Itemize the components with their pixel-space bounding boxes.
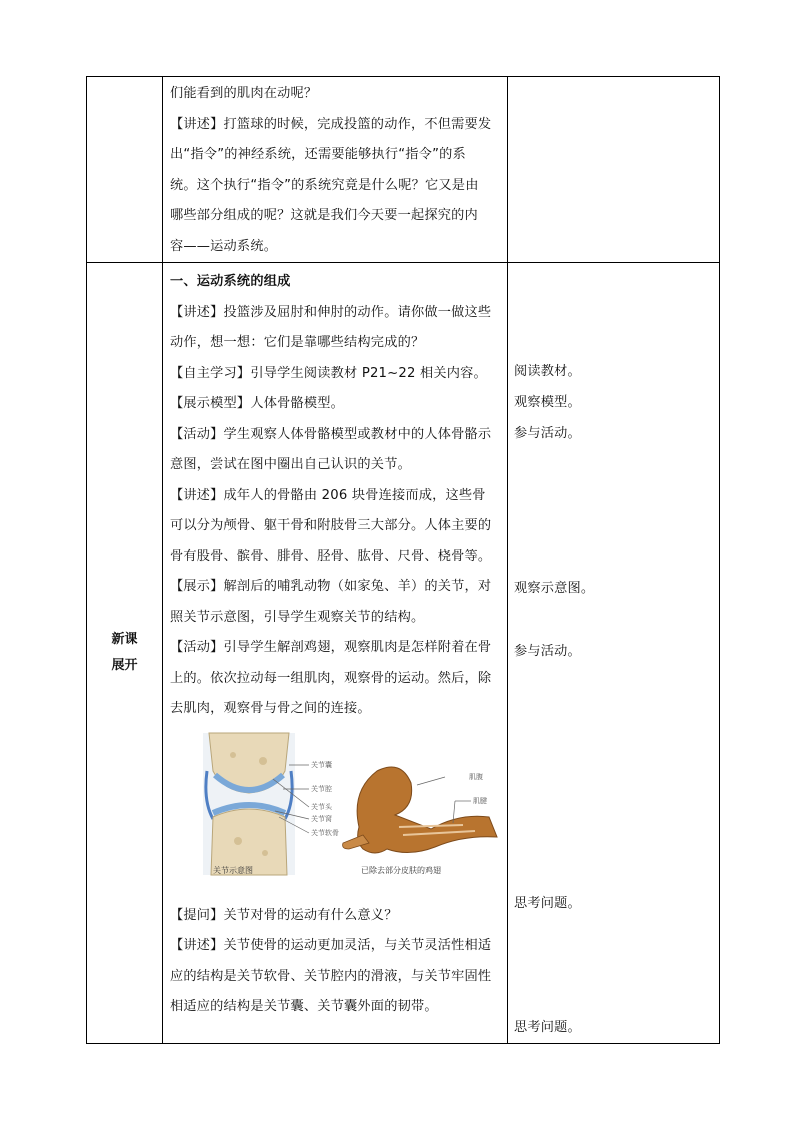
student-activity: 观察示意图。 (514, 581, 595, 596)
text-line: 【展示模型】人体骨骼模型。 (170, 396, 345, 411)
student-activity: 参与活动。 (514, 644, 581, 659)
intro-content (163, 77, 507, 262)
text-line: 【活动】引导学生解剖鸡翅，观察肌肉是怎样附着在骨 (170, 640, 492, 655)
text-line: 意图，尝试在图中圈出自己认识的关节。 (170, 457, 411, 472)
stage-label: 新课 (111, 632, 138, 647)
joint-label: 关节囊 (311, 760, 332, 769)
text-line: 【讲述】投篮涉及屈肘和伸肘的动作。请你做一做这些 (170, 304, 492, 320)
student-activity: 阅读教材。 (514, 364, 581, 379)
lesson-content (163, 263, 507, 1023)
table-row (87, 263, 720, 1044)
text-line: 【活动】学生观察人体骨骼模型或教材中的人体骨骼示 (170, 426, 492, 442)
text-line: 去肌肉，观察骨与骨之间的连接。 (170, 701, 371, 716)
text-line: 【自主学习】引导学生阅读教材 P21~22 相关内容。 (170, 365, 487, 381)
student-activity-cell (508, 77, 720, 263)
wing-label: 肌腱 (473, 796, 487, 805)
joint-label: 关节软骨 (311, 828, 339, 837)
text-line: 【提问】关节对骨的运动有什么意义？ (170, 907, 398, 923)
wing-label: 肌腹 (469, 772, 483, 781)
text-line: 【讲述】关节使骨的运动更加灵活，与关节灵活性相适 (170, 938, 492, 953)
text-line: 照关节示意图，引导学生观察关节的结构。 (170, 609, 425, 625)
stage-label-cell (87, 263, 163, 1044)
anatomy-figure (163, 731, 507, 901)
figure-caption: 关节示意图 (213, 865, 253, 875)
text-line: 哪些部分组成的呢？这就是我们今天要一起探究的内 (170, 208, 478, 223)
joint-label: 关节头 (311, 802, 332, 811)
joint-label: 关节窝 (311, 814, 332, 823)
stage-label: 展开 (111, 658, 138, 673)
text-line: 们能看到的肌肉在动呢？ (170, 86, 318, 101)
student-activity: 参与活动。 (514, 426, 581, 441)
text-line: 应的结构是关节软骨、关节腔内的滑液，与关节牢固性 (170, 968, 492, 984)
section-title: 一、运动系统的组成 (170, 274, 291, 289)
text-line: 【讲述】成年人的骨骼由 206 块骨连接而成，这些骨 (170, 487, 486, 503)
text-line: 动作，想一想：它们是靠哪些结构完成的？ (170, 335, 425, 350)
figure-caption: 已除去部分皮肤的鸡翅 (361, 865, 441, 875)
table-row (87, 77, 720, 263)
text-line: 骨有股骨、髌骨、腓骨、胫骨、肱骨、尺骨、桡骨等。 (170, 548, 492, 564)
joint-diagram (203, 733, 339, 875)
student-activity: 观察模型。 (514, 395, 581, 410)
text-line: 可以分为颅骨、躯干骨和附肢骨三大部分。人体主要的 (170, 518, 492, 533)
text-line: 相适应的结构是关节囊、关节囊外面的韧带。 (170, 999, 438, 1014)
teacher-activity-cell (163, 77, 508, 263)
text-line: 容——运动系统。 (170, 238, 278, 254)
text-line: 上的。依次拉动每一组肌肉，观察骨的运动。然后，除 (170, 670, 492, 686)
chicken-wing-illustration (343, 767, 497, 853)
student-activity-list (508, 263, 719, 1043)
text-line: 【展示】解剖后的哺乳动物（如家兔、羊）的关节，对 (170, 579, 492, 594)
student-activity: 思考问题。 (514, 1020, 581, 1035)
lesson-plan-table (86, 76, 720, 1044)
text-line: 统。这个执行“指令”的系统究竟是什么呢？它又是由 (170, 177, 479, 193)
anatomy-illustration (163, 731, 507, 881)
text-line: 出“指令”的神经系统，还需要能够执行“指令”的系 (170, 147, 466, 162)
text-line: 【讲述】打篮球的时候，完成投篮的动作，不但需要发 (170, 116, 492, 132)
student-activity-cell (508, 263, 720, 1044)
student-activity: 思考问题。 (514, 896, 581, 911)
teacher-activity-cell (163, 263, 508, 1044)
joint-label: 关节腔 (311, 784, 332, 793)
stage-label-cell (87, 77, 163, 263)
